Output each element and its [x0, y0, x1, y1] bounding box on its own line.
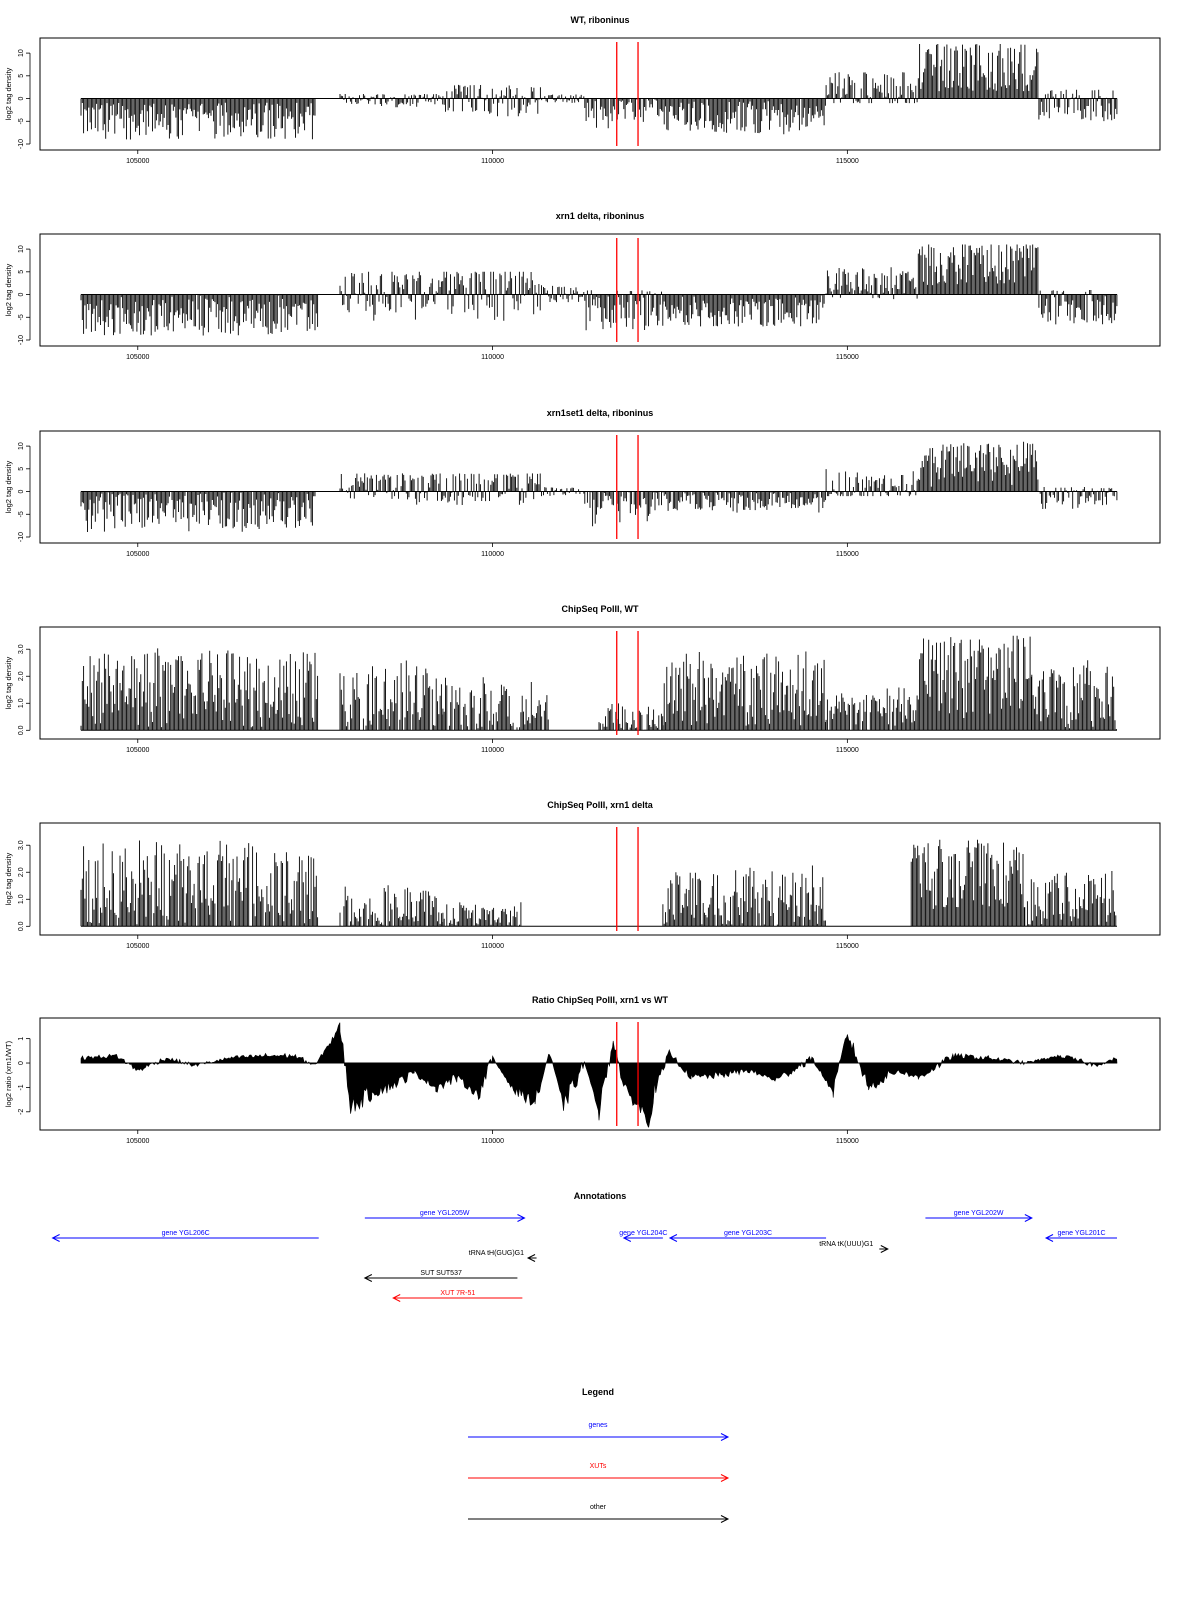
- x-tick-label-1: 110000: [481, 747, 504, 754]
- y-tick-label-0: 0.0: [18, 725, 25, 736]
- x-tick-label-1: 110000: [481, 354, 504, 361]
- y-tick-label-0: 0.0: [18, 921, 25, 932]
- chart-title: ChipSeq PolII, xrn1 delta: [547, 800, 653, 810]
- y-tick-label-2: 0: [18, 292, 25, 297]
- y-tick-label-1: 5: [18, 269, 25, 274]
- y-axis-label: log2 tag density: [4, 852, 13, 906]
- y-tick-label-4: -10: [18, 138, 25, 150]
- y-tick-label-4: -10: [18, 334, 25, 346]
- y-tick-label-0: 10: [18, 245, 25, 253]
- legend-label: XUTs: [589, 1463, 607, 1470]
- x-tick-label-2: 115000: [835, 158, 859, 165]
- chart-title: ChipSeq PolII, WT: [561, 604, 639, 614]
- legend-label: genes: [588, 1422, 608, 1429]
- x-tick-label-0: 105000: [126, 943, 150, 950]
- y-tick-label-3: -5: [18, 314, 25, 321]
- y-tick-label-2: 0: [18, 489, 25, 494]
- y-tick-label-3: 3.0: [18, 840, 25, 851]
- y-tick-label-3: -5: [18, 118, 25, 125]
- feature-label: tRNA tK(UUU)G1: [819, 1241, 874, 1248]
- y-axis-label: log2 tag density: [4, 67, 13, 121]
- feature-label: gene YGL202W: [953, 1210, 1004, 1217]
- y-tick-label-3: -5: [18, 511, 25, 518]
- x-tick-label-0: 105000: [126, 1138, 150, 1145]
- chart-title: Ratio ChipSeq PolII, xrn1 vs WT: [531, 995, 669, 1005]
- y-tick-label-3: 3.0: [18, 644, 25, 655]
- legend-title: Legend: [581, 1387, 615, 1397]
- feature-label: gene YGL204C: [619, 1230, 668, 1237]
- x-tick-label-1: 110000: [481, 551, 504, 558]
- x-tick-label-2: 115000: [835, 1138, 859, 1145]
- y-tick-label-1: 1.0: [18, 698, 25, 709]
- chart-title: xrn1 delta, riboninus: [555, 211, 645, 221]
- y-tick-label-2: 2.0: [18, 867, 25, 878]
- x-tick-label-0: 105000: [126, 551, 150, 558]
- feature-label: gene YGL203C: [723, 1230, 773, 1237]
- y-axis-label: log2 ratio (xrn1/WT): [4, 1040, 13, 1108]
- x-tick-label-0: 105000: [126, 354, 150, 361]
- x-tick-label-2: 115000: [835, 747, 859, 754]
- x-tick-label-2: 115000: [835, 943, 859, 950]
- y-tick-label-1: 0: [18, 1061, 25, 1065]
- x-tick-label-1: 110000: [481, 158, 504, 165]
- y-tick-label-2: -1: [18, 1084, 25, 1091]
- y-tick-label-4: -10: [18, 531, 25, 543]
- y-axis-label: log2 tag density: [4, 263, 13, 317]
- y-tick-label-1: 1.0: [18, 894, 25, 905]
- chart-title: xrn1set1 delta, riboninus: [546, 408, 654, 418]
- y-axis-label: log2 tag density: [4, 656, 13, 710]
- feature-label: XUT 7R-51: [440, 1290, 476, 1297]
- chart-title: WT, riboninus: [570, 15, 630, 25]
- legend-label: other: [590, 1504, 606, 1511]
- y-tick-label-0: 10: [18, 49, 25, 57]
- y-tick-label-1: 5: [18, 466, 25, 471]
- feature-label: SUT SUT537: [420, 1270, 462, 1277]
- x-tick-label-2: 115000: [835, 551, 859, 558]
- y-tick-label-0: 10: [18, 442, 25, 450]
- x-tick-label-0: 105000: [126, 158, 150, 165]
- x-tick-label-0: 105000: [126, 747, 150, 754]
- feature-label: tRNA tH(GUG)G1: [468, 1250, 525, 1257]
- x-tick-label-1: 110000: [481, 1138, 504, 1145]
- x-tick-label-1: 110000: [481, 943, 504, 950]
- y-axis-label: log2 tag density: [4, 460, 13, 514]
- annotations-title: Annotations: [573, 1191, 627, 1201]
- y-tick-label-3: -2: [18, 1108, 25, 1115]
- feature-label: gene YGL206C: [161, 1230, 210, 1237]
- y-tick-label-1: 5: [18, 73, 25, 78]
- x-tick-label-2: 115000: [835, 354, 859, 361]
- y-tick-label-2: 0: [18, 96, 25, 101]
- y-tick-label-0: 1: [18, 1036, 25, 1041]
- feature-label: gene YGL201C: [1057, 1230, 1106, 1237]
- y-tick-label-2: 2.0: [18, 671, 25, 682]
- feature-label: gene YGL205W: [419, 1210, 470, 1217]
